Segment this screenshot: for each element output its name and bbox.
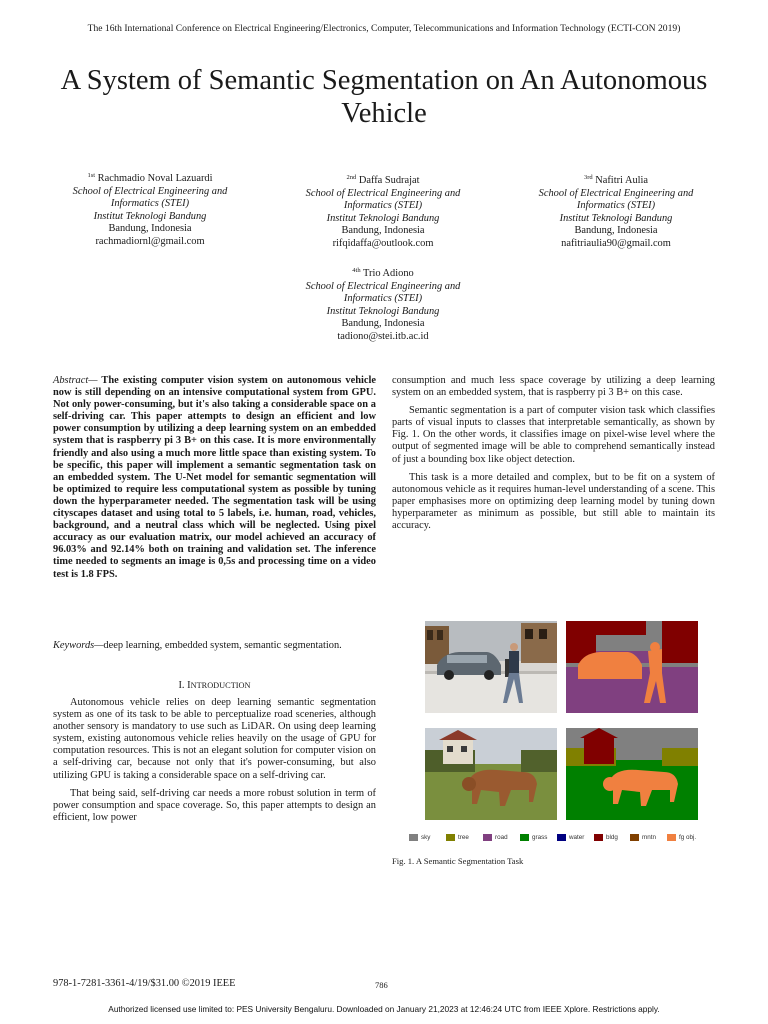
author-school: School of Electrical Engineering and Informatics (STEI) [72, 185, 228, 210]
legend-swatch [446, 834, 455, 841]
legend-item [594, 834, 618, 841]
right-paragraph-2: Semantic segmentation is a part of computer vision task which classifies parts of visual inputs to classes that interpretable semantically, as shown by Fig. 1. On the other words, it classifies image on pixel-wise level where the output of segmented image will be able to comprehend semantically instead of just a bounding box like object detection. [392, 405, 715, 465]
legend-label: bldg [606, 834, 618, 841]
legend-item [446, 834, 469, 841]
legend-swatch [520, 834, 529, 841]
right-paragraph-1: consumption and much less space coverage by utilizing a deep learning system on an embedded system, that is raspberry pi 3 B+ on this case. [392, 375, 715, 399]
author-name: Daffa Sudrajat [358, 175, 420, 186]
author-institute: Institut Teknologi Bandung [326, 212, 440, 224]
legend-label: tree [458, 834, 469, 841]
author-location: Bandung, Indonesia [341, 318, 425, 330]
legend-item [630, 834, 656, 841]
intro-paragraph-1: Autonomous vehicle relies on deep learning semantic segmentation system as one of its task to be able to perceptualize road sceneries, although another sensory is mandatory to use such as LiDAR. On using deep learning system, existing autonomous vehicle relies heavily on the usage of GPU for computation resources. This is not an elegant solution for computer vision on a self-driving car, because not only that it's power-consuming, but also utilizing GPU is taking a considerable space on a self-driving car. [53, 697, 376, 781]
introduction-body [53, 697, 376, 830]
author-ordinal: 4 [352, 267, 356, 274]
intro-paragraph-2: That being said, self-driving car needs a more robust solution in term of power consumption and space coverage. So, this paper attempts to design an efficient, low power [53, 787, 376, 823]
legend-label: road [495, 834, 508, 841]
author-4 [283, 268, 483, 344]
figure-cow-segmentation [566, 728, 698, 820]
right-paragraph-3: This task is a more detailed and complex, but to be fit on a system of autonomous vehicle as it requires human-level understanding of a scene. This paper emphasises more on optimizing deep learning model by tuning down hyperparameter as minimum as possible, but still able to maintain its accuracy. [392, 471, 715, 532]
figure-street-segmentation [566, 621, 698, 713]
author-ordinal: 2 [346, 174, 350, 181]
legend-swatch [483, 834, 492, 841]
legend-swatch [557, 834, 566, 841]
section-number: I. [178, 680, 188, 691]
legend-label: sky [421, 834, 431, 841]
keywords-label: Keywords— [53, 640, 104, 651]
section-heading-introduction [53, 680, 376, 691]
author-school: School of Electrical Engineering and Informatics (STEI) [538, 187, 694, 212]
legend-swatch [409, 834, 418, 841]
author-3 [516, 175, 716, 251]
author-2 [283, 175, 483, 251]
figure-street-photo [425, 621, 557, 713]
section-title-rest: NTRODUCTION [190, 681, 251, 690]
author-location: Bandung, Indonesia [108, 223, 192, 235]
author-institute: Institut Teknologi Bandung [559, 212, 673, 224]
author-ordinal: 1 [87, 172, 91, 179]
author-ordinal-suffix: rd [587, 174, 593, 181]
legend-swatch [594, 834, 603, 841]
author-email: rifqidaffa@outlook.com [332, 237, 434, 249]
legend-item [667, 834, 696, 841]
author-ordinal-suffix: nd [349, 174, 357, 181]
paper-title: A System of Semantic Segmentation on An Autonomous Vehicle [60, 65, 708, 129]
legend-label: water [569, 834, 585, 841]
author-school: School of Electrical Engineering and Informatics (STEI) [305, 280, 461, 305]
author-email: rachmadiornl@gmail.com [95, 235, 205, 247]
abstract [53, 375, 376, 581]
author-ordinal-suffix: st [90, 172, 96, 179]
legend-swatch [630, 834, 639, 841]
legend-item [483, 834, 508, 841]
keywords-text: deep learning, embedded system, semantic segmentation. [103, 640, 342, 651]
legend-item [557, 834, 584, 841]
author-school: School of Electrical Engineering and Informatics (STEI) [305, 187, 461, 212]
author-location: Bandung, Indonesia [341, 225, 425, 237]
author-ordinal: 3 [583, 174, 588, 181]
author-name: Nafitri Aulia [595, 175, 649, 186]
abstract-label: Abstract— [53, 375, 98, 386]
author-1 [50, 173, 250, 249]
legend-label: mntn [642, 834, 656, 841]
author-institute: Institut Teknologi Bandung [93, 210, 207, 222]
author-ordinal-suffix: th [355, 267, 361, 274]
license-notice: Authorized licensed use limited to: PES University Bengaluru. Downloaded on January 21,2023 at 12:46:24 UTC from IEEE Xplore. Restrictions apply. [108, 1004, 660, 1014]
legend-label: fg obj. [679, 834, 697, 841]
author-email: tadiono@stei.itb.ac.id [337, 330, 429, 342]
figure-cow-photo [425, 728, 557, 820]
author-institute: Institut Teknologi Bandung [326, 305, 440, 317]
legend-label: grass [532, 834, 548, 841]
abstract-text: The existing computer vision system on autonomous vehicle now is still depending on an intensive computational system from GPU. Not only power-consuming, but it's also taking a considerable space on a self-driving car. This paper attempts to design an efficient and low power consumption by utilizing a deep learning system on an embedded system that is raspberry pi 3 B+ on this case. It is more environmentally friendly and also using a much more little space than existing system. To be specific, this paper will implement a semantic segmentation task on an embedded system. The U-Net model for semantic segmentation will be optimized to require less computational system as possible by tuning down the hyperparameter needed. The segmentation task will be using cityscapes dataset and using total to 5 labels, i.e. human, road, vehicles, background, and a neutral class which will be neglected. Using pixel accuracy as our evaluation matrix, our model achieved an accuracy of 96.03% and 92.14% both on training and validation set. The inference time needed to segments an image is 0,5s and processing time on a video test is 1.8 FPS. [53, 375, 376, 580]
legend-swatch [667, 834, 676, 841]
author-email: nafitriaulia90@gmail.com [561, 237, 671, 249]
author-name: Rachmadio Noval Lazuardi [97, 173, 213, 184]
legend-item [409, 834, 430, 841]
author-name: Trio Adiono [363, 268, 414, 279]
author-location: Bandung, Indonesia [574, 225, 658, 237]
footer-isbn: 978-1-7281-3361-4/19/$31.00 ©2019 IEEE [53, 978, 236, 989]
legend-item [520, 834, 547, 841]
conference-header: The 16th International Conference on Electrical Engineering/Electronics, Computer, Telecommunications and Information Technology (ECTI-CON 2019) [87, 23, 681, 34]
figure-legend [409, 834, 709, 846]
keywords [53, 640, 376, 652]
figure-caption: Fig. 1. A Semantic Segmentation Task [392, 856, 524, 866]
page-number: 786 [375, 980, 388, 990]
right-column-body [392, 375, 715, 538]
section-initial: I [187, 680, 191, 691]
